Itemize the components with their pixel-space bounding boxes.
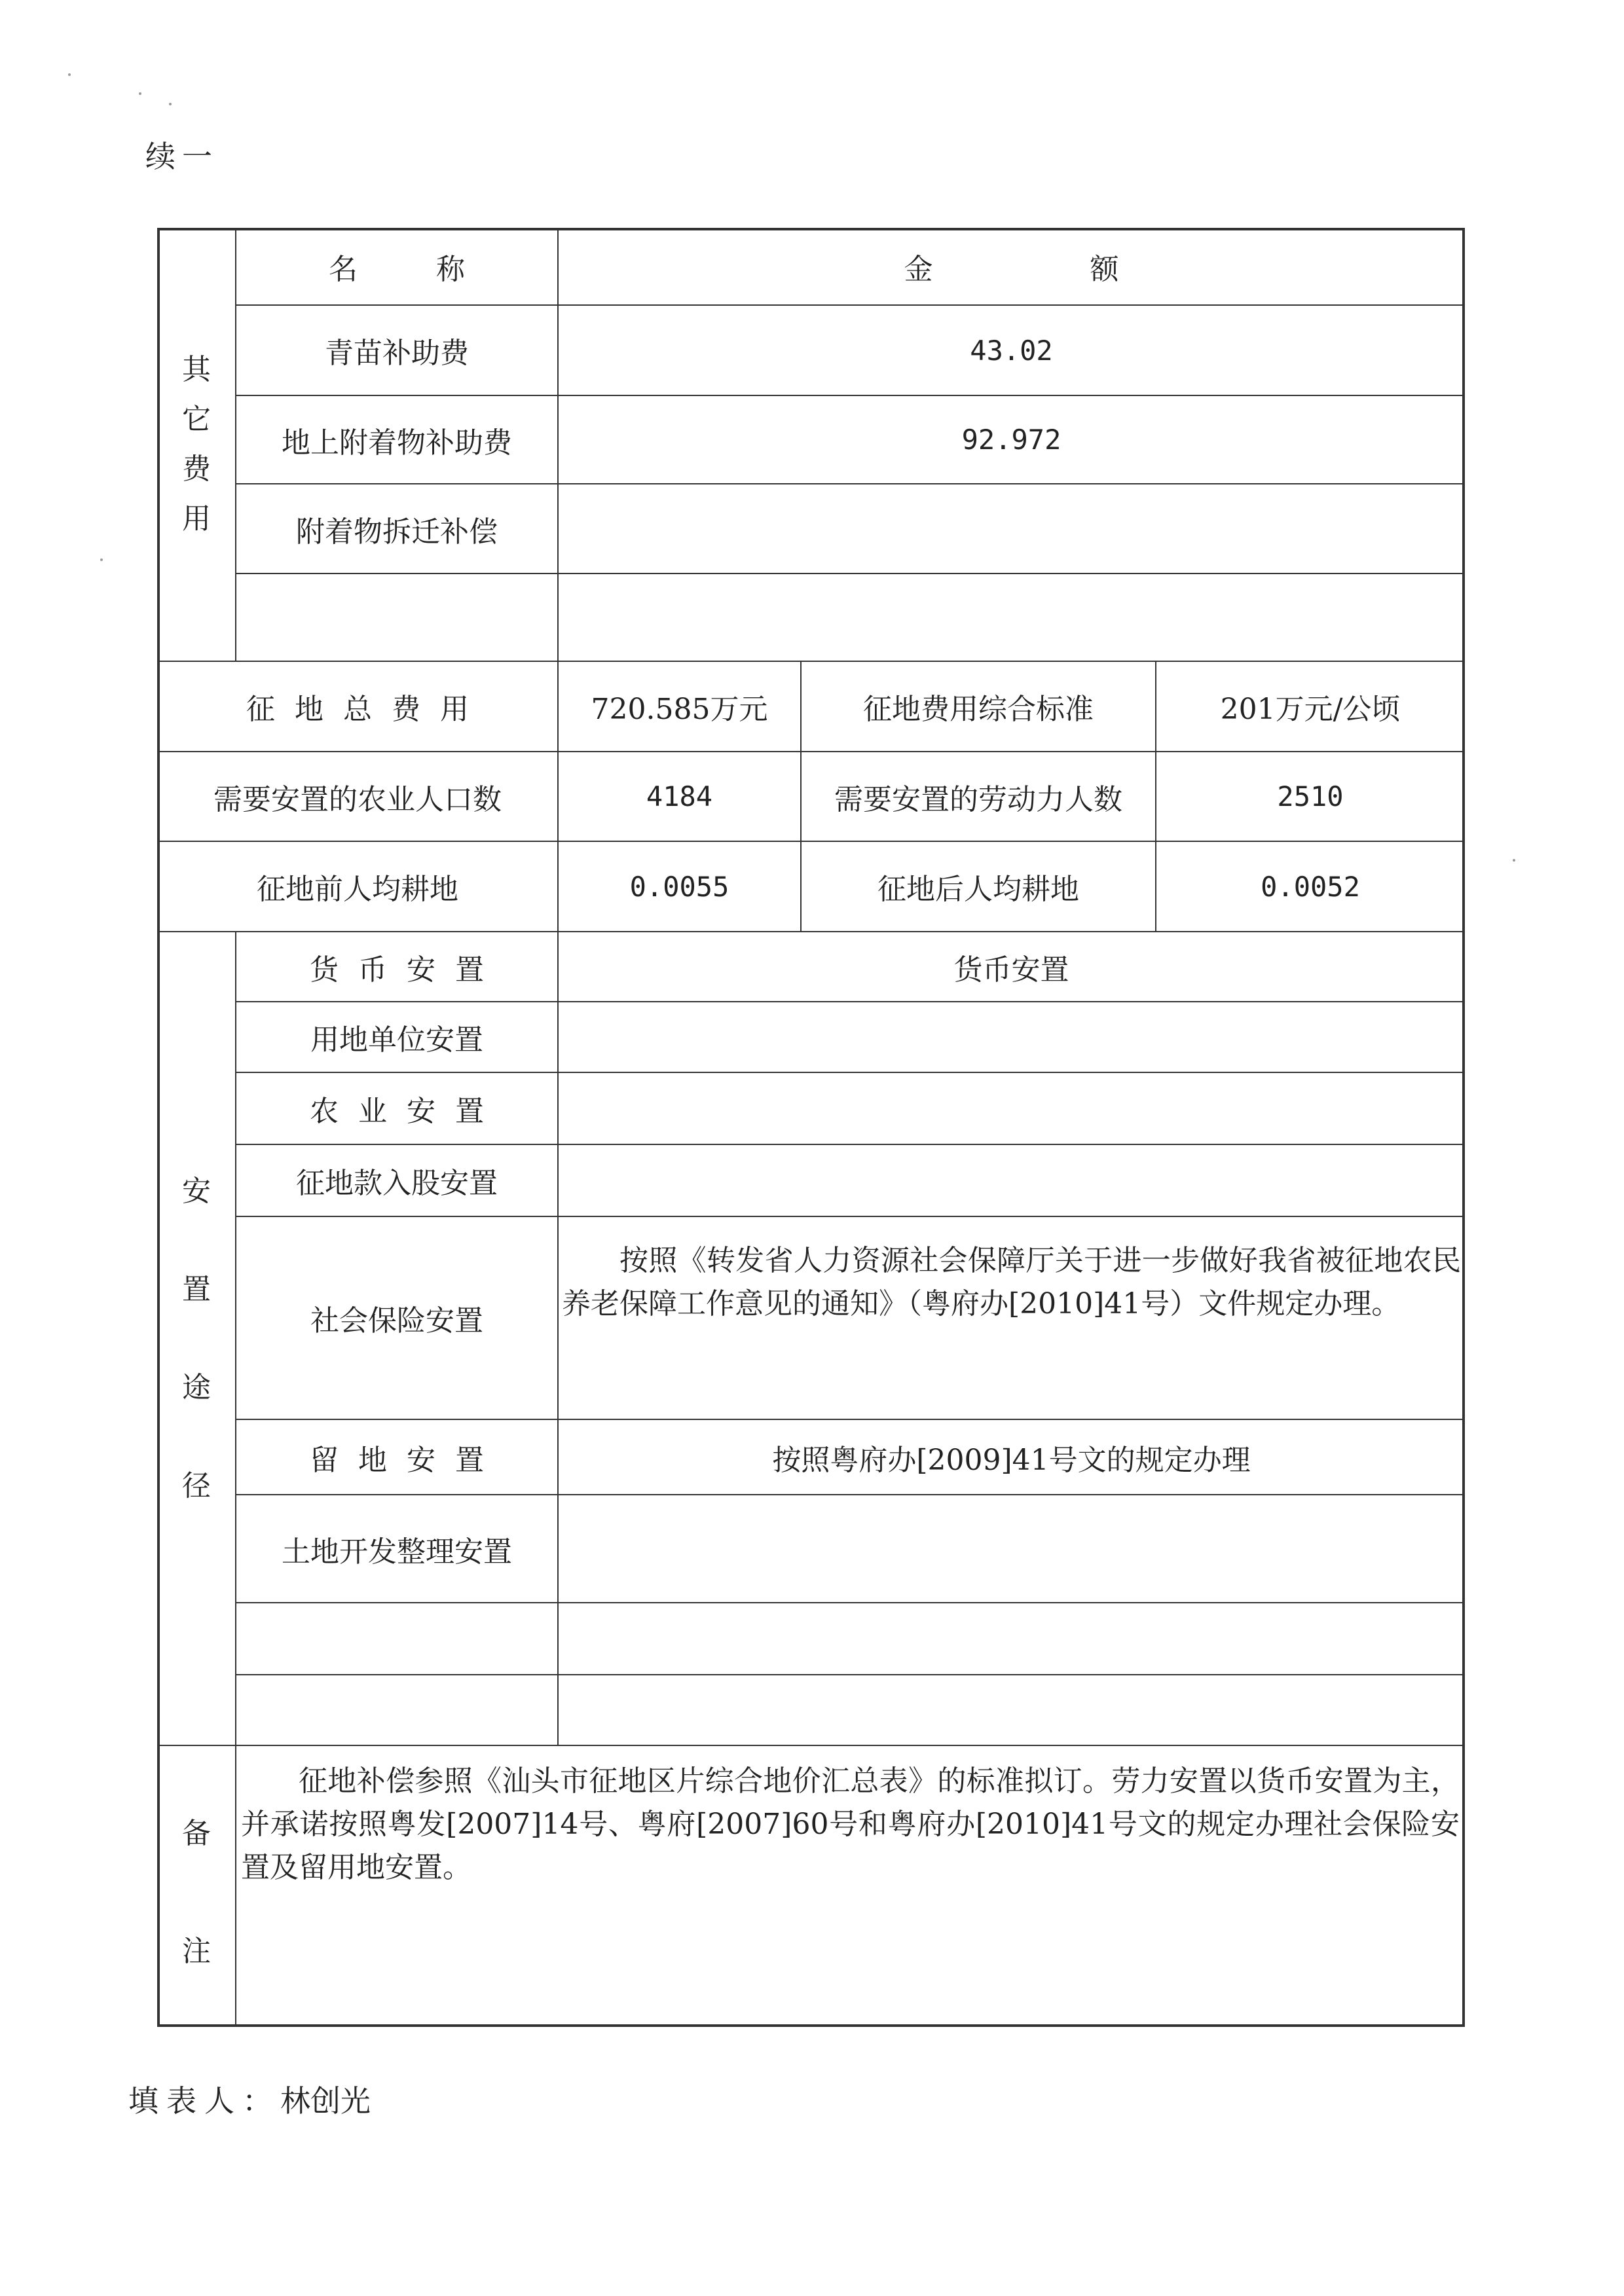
- side-char: 途: [182, 1370, 211, 1404]
- fee-amount: 92.972: [961, 424, 1061, 456]
- resettlement-name: 留地安置: [310, 1443, 504, 1477]
- fee-name: 地上附着物补助费: [282, 426, 512, 460]
- summary-value: 2510: [1277, 780, 1344, 812]
- resettlement-value: 按照粤府办[2009]41号文的规定办理: [772, 1443, 1251, 1477]
- resettlement-value: [558, 1603, 1465, 1675]
- resettlement-value: 按照《转发省人力资源社会保障厅关于进一步做好我省被征地农民养老保障工作意见的通知》（粤府办[2010]41号）文件规定办理。: [562, 1244, 1461, 1321]
- land-acquisition-form: [157, 228, 1465, 2027]
- continuation-label: 续一: [145, 139, 219, 174]
- resettlement-name: 征地款入股安置: [296, 1167, 498, 1200]
- summary-value: 0.0055: [629, 870, 729, 903]
- resettlement-value: [558, 1495, 1465, 1603]
- column-header-amount: 金额: [904, 253, 1276, 286]
- resettlement-name: 用地单位安置: [310, 1023, 483, 1057]
- resettlement-name: [236, 1603, 558, 1675]
- side-char: 径: [182, 1468, 211, 1503]
- resettlement-name: [236, 1675, 558, 1745]
- resettlement-value: [558, 1675, 1465, 1745]
- summary-value: 0.0052: [1261, 870, 1360, 903]
- fee-name: [236, 574, 558, 661]
- side-char: 它: [182, 403, 211, 436]
- side-char: 费: [182, 452, 211, 486]
- summary-value: 4184: [646, 780, 713, 812]
- form-filler: [128, 2077, 371, 2121]
- side-char: 安: [182, 1174, 211, 1208]
- side-char: 用: [182, 502, 211, 536]
- resettlement-value: 货币安置: [953, 953, 1069, 987]
- fee-amount: 43.02: [970, 334, 1053, 367]
- summary-value: 720.585万元: [591, 693, 768, 726]
- resettlement-value: [558, 1002, 1465, 1072]
- fee-amount: [558, 574, 1465, 661]
- summary-label: 征地总费用: [246, 693, 489, 726]
- resettlement-value: [558, 1144, 1465, 1216]
- resettlement-name: 货币安置: [310, 953, 504, 987]
- summary-label: 征地后人均耕地: [877, 873, 1079, 906]
- side-char: 其: [182, 353, 211, 386]
- filler-name: 林创光: [280, 2083, 371, 2119]
- fee-name: 青苗补助费: [325, 337, 469, 370]
- side-char: 注: [182, 1935, 211, 1968]
- resettlement-side-label: [157, 932, 236, 1745]
- filler-label: 填表人：: [128, 2083, 280, 2119]
- summary-value: 201万元/公顷: [1220, 693, 1401, 726]
- side-char: 备: [182, 1817, 211, 1850]
- side-char: 置: [182, 1272, 211, 1306]
- summary-label: 征地前人均耕地: [257, 873, 458, 906]
- summary-label: 需要安置的劳动力人数: [834, 782, 1122, 816]
- resettlement-name: 农业安置: [310, 1095, 504, 1128]
- fee-name: 附着物拆迁补偿: [296, 515, 498, 549]
- summary-label: 征地费用综合标准: [863, 693, 1094, 726]
- remarks-side-label: [157, 1745, 236, 2027]
- column-header-name: 名称: [329, 253, 544, 286]
- other-fees-side-label: [157, 228, 236, 661]
- resettlement-name: 社会保险安置: [310, 1304, 483, 1338]
- fee-amount: [558, 484, 1465, 574]
- resettlement-name: 土地开发整理安置: [282, 1535, 512, 1569]
- remarks-text: 征地补偿参照《汕头市征地区片综合地价汇总表》的标准拟订。劳力安置以货币安置为主，并承诺按照粤发[2007]14号、粤府[2007]60号和粤府办[2010]41号文的规定办理社会保险安置及留用地安置。: [241, 1764, 1460, 1884]
- resettlement-value: [558, 1072, 1465, 1144]
- summary-label: 需要安置的农业人口数: [213, 782, 502, 816]
